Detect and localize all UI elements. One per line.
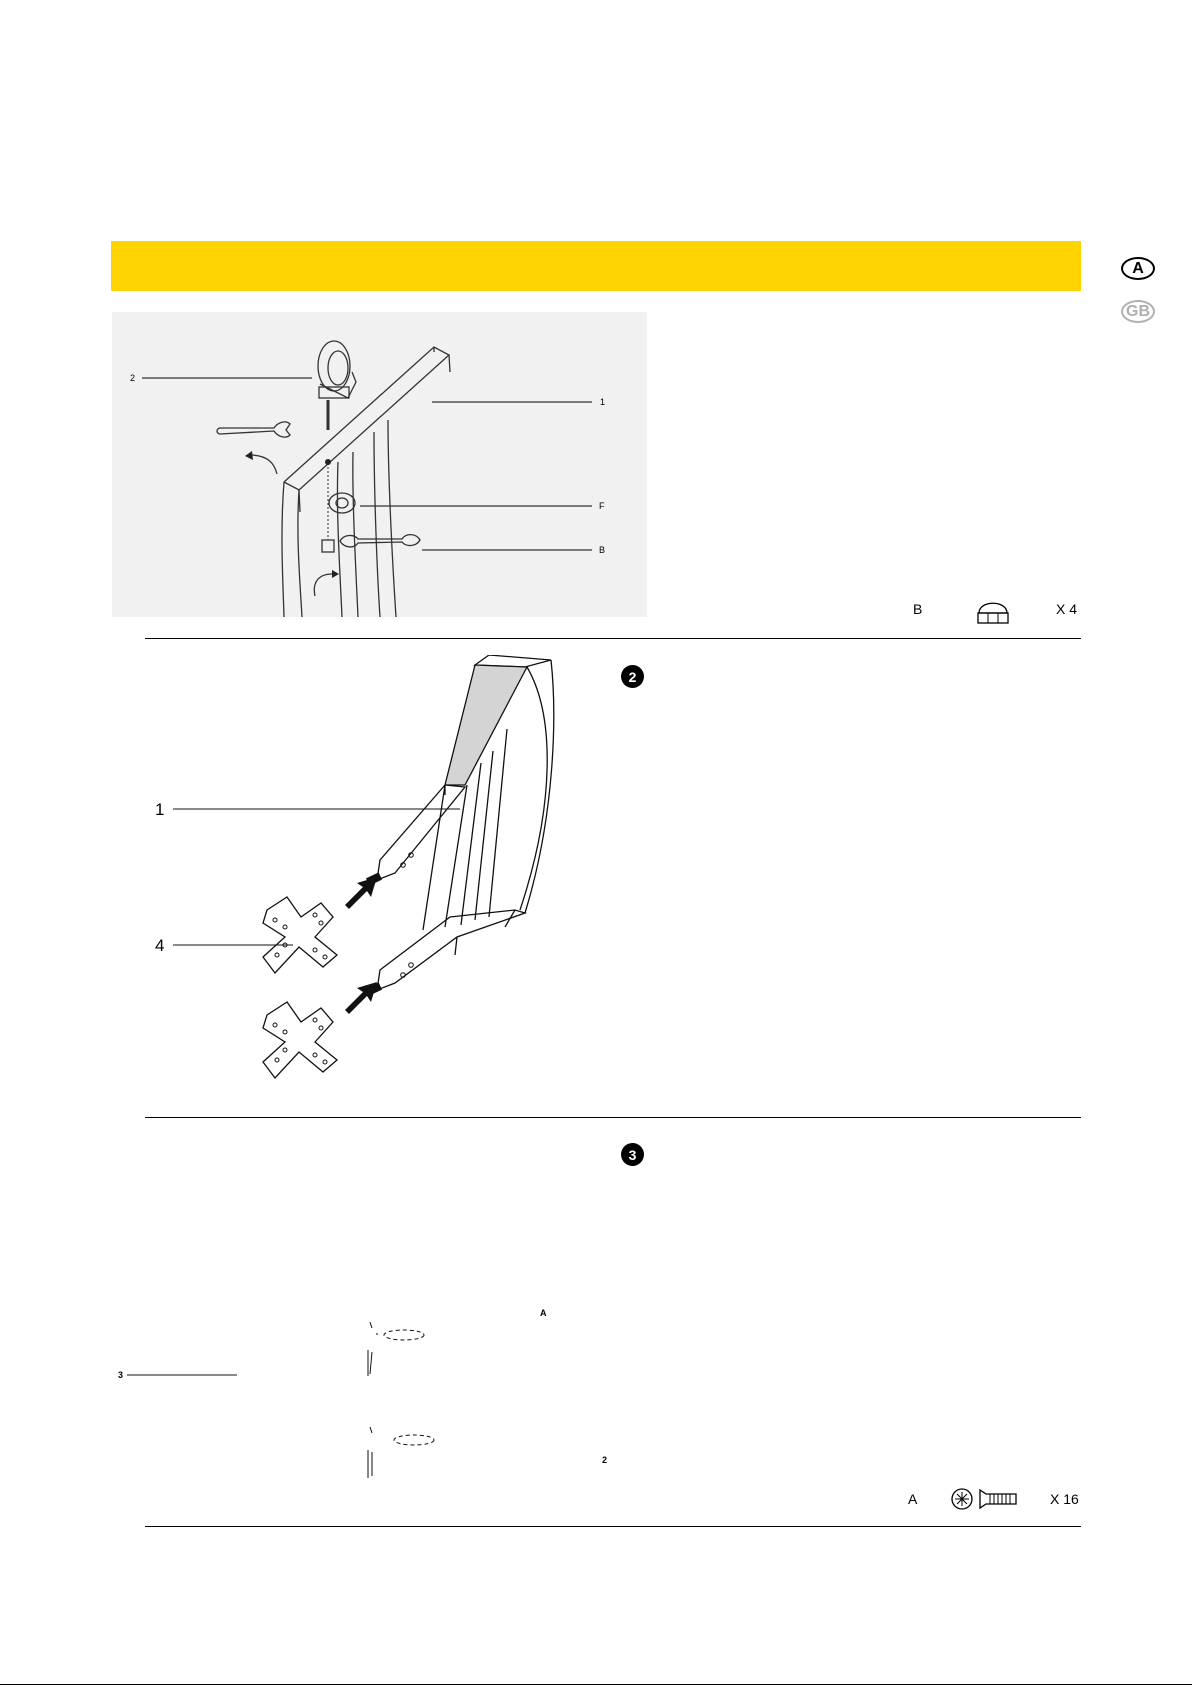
language-badge-gb[interactable]: GB (1121, 300, 1155, 323)
step-2-number: 2 (621, 665, 644, 688)
step-divider (145, 638, 1081, 639)
cap-nut-icon (975, 595, 1011, 625)
step-divider (145, 1117, 1081, 1118)
step-1-callout-wheel: 2 (130, 373, 136, 383)
step-1-callout-frame: 1 (600, 397, 606, 407)
screw-icon (950, 1486, 1020, 1514)
step-3-callout-screw: A (540, 1308, 547, 1318)
step-3-callout-wheel: 2 (602, 1455, 608, 1465)
step-2-illustration (145, 655, 565, 1095)
step-1-part-code: B (913, 601, 923, 617)
step-3-quantity: X 16 (1050, 1491, 1079, 1507)
step-2-callout-frame: 1 (155, 800, 165, 819)
section-banner (111, 241, 1081, 291)
step-1-callout-wrench: B (599, 545, 606, 555)
step-1-illustration (112, 312, 647, 617)
step-2-callout-bracket: 4 (155, 936, 165, 955)
step-3-number: 3 (621, 1143, 644, 1166)
step-1-callout-washer: F (599, 501, 605, 511)
step-3-illustration (112, 1300, 632, 1490)
step-divider (145, 1526, 1081, 1527)
step-3-part-code: A (908, 1491, 918, 1507)
step-3-callout-panel: 3 (118, 1370, 124, 1380)
language-badge-a[interactable]: A (1121, 257, 1155, 280)
step-1-quantity: X 4 (1056, 601, 1078, 617)
